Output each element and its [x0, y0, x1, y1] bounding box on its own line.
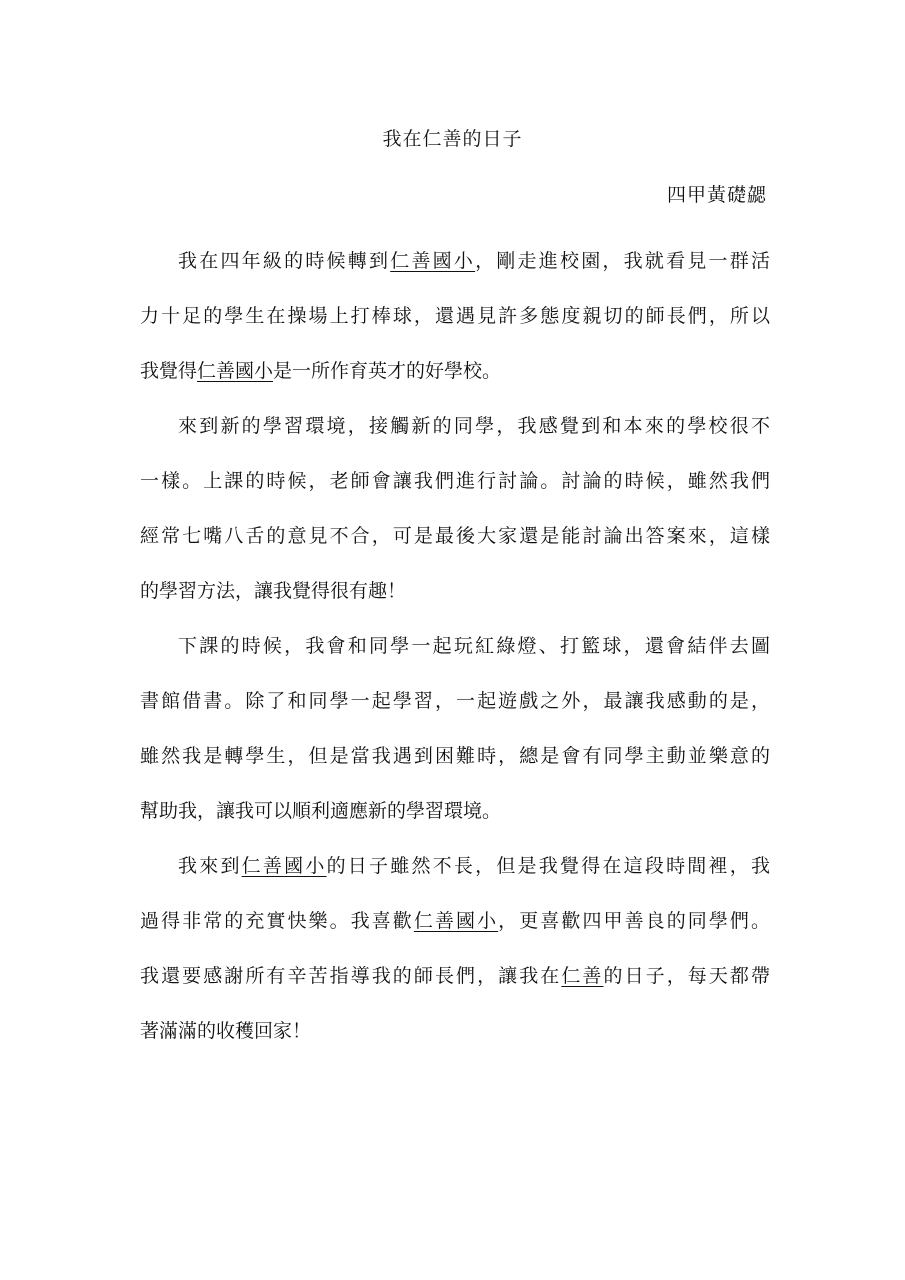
text-segment: 的學習方法，讓我覺得很有趣！ [140, 580, 407, 602]
underlined-school-name: 仁善國小 [390, 250, 476, 272]
underlined-school-name: 仁善國小 [197, 360, 274, 382]
text-segment: 是一所作育英才的好學校。 [273, 360, 502, 382]
text-segment: ，剛走進校園，我就看見一群活 [475, 250, 770, 272]
paragraph-2-line-4 [140, 576, 770, 606]
text-segment: 來到新的學習環境，接觸新的同學，我感覺到和本來的學校很不 [178, 415, 770, 437]
paragraph-4-line-3 [140, 961, 770, 991]
text-segment: 我來到 [178, 855, 242, 877]
text-segment: 力十足的學生在操場上打棒球，還遇見許多態度親切的師長們，所以 [140, 305, 770, 327]
paragraph-1-line-2 [140, 301, 770, 331]
text-segment: 幫助我，讓我可以順利適應新的學習環境。 [140, 800, 502, 822]
paragraph-3-line-1 [140, 631, 770, 661]
paragraph-1-line-3 [140, 356, 770, 386]
paragraph-4-line-1 [140, 851, 770, 881]
paragraph-2-line-3 [140, 521, 770, 551]
underlined-school-name: 仁善國小 [241, 855, 327, 877]
paragraph-2-line-2 [140, 466, 770, 496]
text-segment: 一樣。上課的時候，老師會讓我們進行討論。討論的時候，雖然我們 [140, 470, 770, 492]
document-title: 我在仁善的日子 [382, 128, 523, 150]
text-segment: 下課的時候，我會和同學一起玩紅綠燈、打籃球，還會結伴去圖 [178, 635, 770, 657]
paragraph-4-line-2 [140, 906, 770, 936]
text-segment: ，更喜歡四甲善良的同學們。 [498, 910, 770, 932]
paragraph-3-line-2 [140, 686, 770, 716]
paragraph-3-line-3 [140, 741, 770, 771]
text-segment: 我還要感謝所有辛苦指導我的師長們，讓我在 [140, 965, 562, 987]
text-segment: 過得非常的充實快樂。我喜歡 [140, 910, 414, 932]
text-segment: 我覺得 [140, 360, 198, 382]
text-segment: 的日子，每天都帶 [603, 965, 770, 987]
author-line: 四甲黃礎勰 [666, 184, 767, 206]
text-segment: 著滿滿的收穫回家！ [140, 1020, 312, 1042]
underlined-school-name: 仁善國小 [413, 910, 499, 932]
text-segment: 書館借書。除了和同學一起學習，一起遊戲之外，最讓我感動的是， [140, 690, 770, 712]
text-segment: 雖然我是轉學生，但是當我遇到困難時，總是會有同學主動並樂意的 [140, 745, 770, 767]
paragraph-2-line-1 [140, 411, 770, 441]
text-segment: 我在四年級的時候轉到 [178, 250, 391, 272]
underlined-school-name: 仁善 [561, 965, 604, 987]
paragraph-1-line-1 [140, 246, 770, 276]
paragraph-3-line-4 [140, 796, 770, 826]
text-segment: 經常七嘴八舌的意見不合，可是最後大家還是能討論出答案來，這樣 [140, 525, 770, 547]
paragraph-4-line-4 [140, 1016, 770, 1046]
text-segment: 的日子雖然不長，但是我覺得在這段時間裡，我 [326, 855, 770, 877]
